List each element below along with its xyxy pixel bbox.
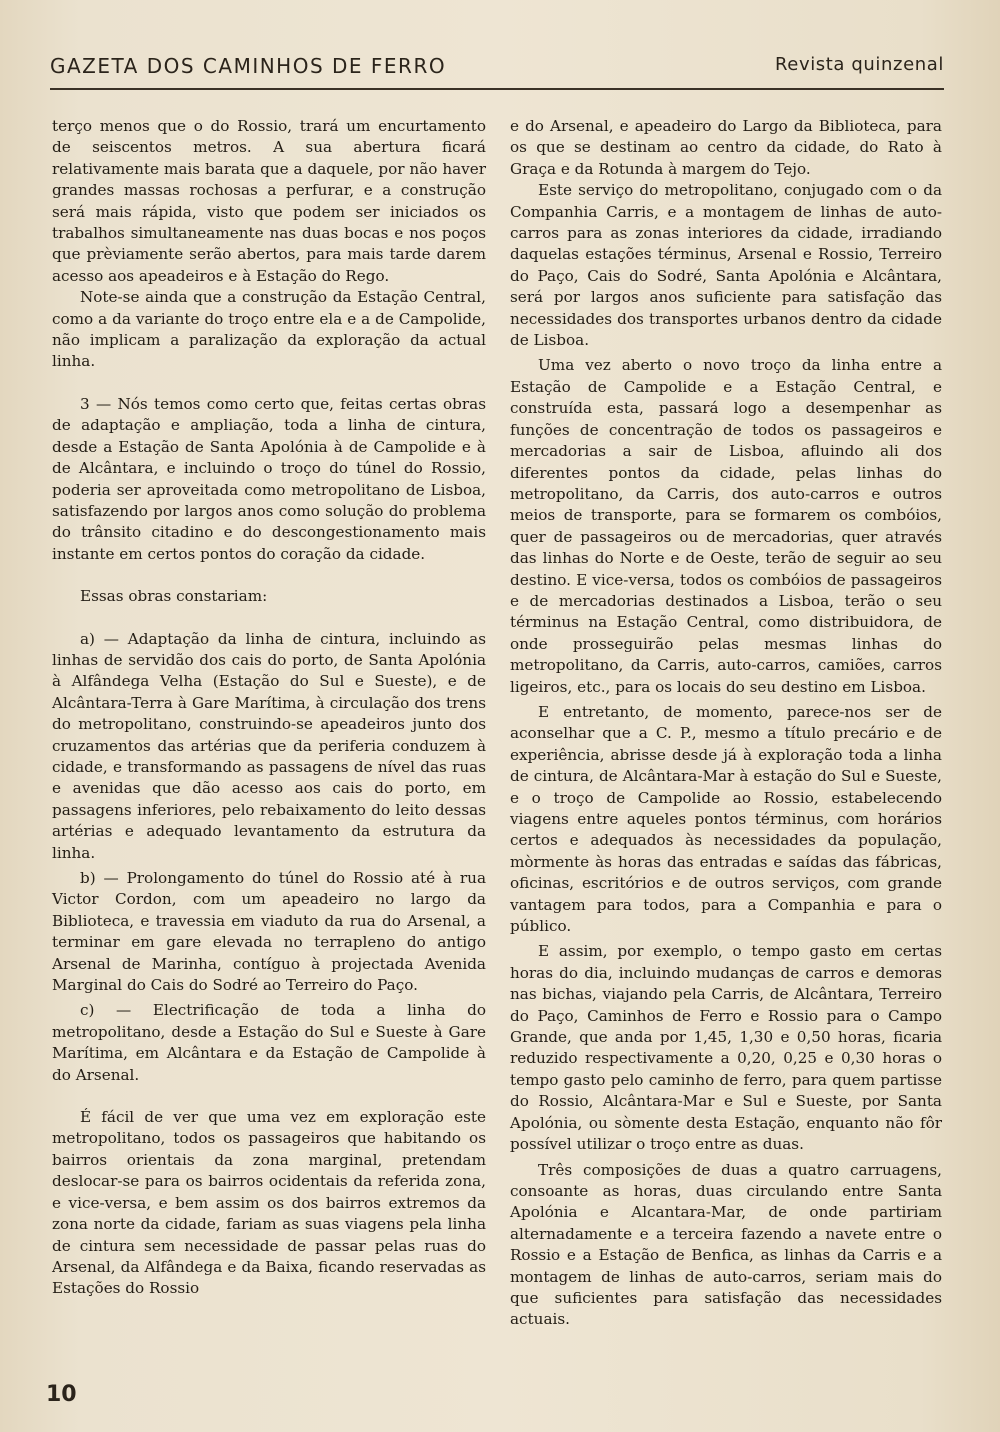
- paragraph: Note-se ainda que a construção da Estação Central, como a da variante do troço entre ela e a de Campolide, não implicam a paralização da exploração da actual linha.: [52, 288, 486, 371]
- paragraph: E entretanto, de momento, parece-nos ser de aconselhar que a C. P., mesmo a título precário e de experiência, abrisse desde já à exploração toda a linha de cintura, de Alcântara-Mar à estação do Sul e Sueste, e o troço de Campolide ao Rossio, estabelecendo viagens entre aqueles pontos términus, com horários certos e adequados às necessidades da população, mòrmente às horas das entradas e saídas das fábricas, oficinas, escritórios e de outros serviços, com grande vantagem para todos, para a Companhia e para o público.: [510, 702, 942, 936]
- left-column: [52, 116, 486, 1300]
- list-item: a) — Adaptação da linha de cintura, incluindo as linhas de servidão dos cais do porto, de Santa Apolónia à Alfândega Velha (Estação do Sul e Sueste), e de Alcântara-Terra à Gare Marítima, à circulação dos trens do metropolitano, construindo-se apeadeiros junto dos cruzamentos das artérias que da periferia conduzem à cidade, e transformando as passagens de nível das ruas e avenidas que dão acesso aos cais do porto, em passagens inferiores, pelo rebaixamento do leito dessas artérias e adequado levantamento da estrutura da linha.: [52, 629, 486, 862]
- list-item: b) — Prolongamento do túnel do Rossio até à rua Victor Cordon, com um apeadeiro no largo da Biblioteca, e travessia em viaduto da rua do Arsenal, a terminar em gare elevada no terrapleno do antigo Arsenal de Marinha, contíguo à projectada Avenida Marginal do Cais do Sodré ao Terreiro do Paço.: [52, 869, 486, 995]
- paragraph: Uma vez aberto o novo troço da linha entre a Estação de Campolide e a Estação Central, e construída esta, passará logo a desempenhar as funções de concentração de todos os passageiros e mercadorias a sair de Lisboa, afluindo ali dos diferentes pontos da cidade, pelas linhas do metropolitano, da Carris, dos auto-carros e outros meios de transporte, para se formarem os combóios, quer de passageiros ou de mercadorias, quer através das linhas do Norte e de Oeste, terão de seguir ao seu destino. E vice-versa, todos os combóios de passageiros e de mercadorias destinados a Lisboa, terão o seu términus na Estação Central, como distribuidora, de onde prosseguirão pelas mesmas linhas do metropolitano, da Carris, auto-carros, camiões, carros ligeiros, etc., para os locais do seu destino em Lisboa.: [510, 356, 942, 696]
- paragraph: terço menos que o do Rossio, trará um encurtamento de seiscentos metros. A sua abertura ficará relativamente mais barata que a daquele, por não haver grandes massas rochosas a perfurar, e a construção será mais rápida, visto que podem ser iniciados os trabalhos simultaneamente nas duas bocas e nos poços que prèviamente serão abertos, para mais tarde darem acesso aos apeadeiros e à Estação do Rego.: [52, 117, 486, 285]
- paragraph: E assim, por exemplo, o tempo gasto em certas horas do dia, incluindo mudanças de carros e demoras nas bichas, viajando pela Carris, de Alcântara, Terreiro do Paço, Caminhos de Ferro e Rossio para o Campo Grande, que anda por 1,45, 1,30 e 0,50 horas, ficaria reduzido respectivamente a 0,20, 0,25 e 0,30 horas o tempo gasto pelo caminho de ferro, para quem partisse do Rossio, Alcântara-Mar e Sul e Sueste, por Santa Apolónia, ou sòmente desta Estação, enquanto não fôr possível utilizar o troço entre as duas.: [510, 942, 942, 1154]
- paragraph: Este serviço do metropolitano, conjugado com o da Companhia Carris, e a montagem de linhas de auto-carros para as zonas interiores da cidade, irradiando daquelas estações términus, Arsenal e Rossio, Terreiro do Paço, Cais do Sodré, Santa Apolónia e Alcântara, será por largos anos suficiente para satisfação das necessidades dos transportes urbanos dentro da cidade de Lisboa.: [510, 181, 942, 350]
- paragraph: Três composições de duas a quatro carruagens, consoante as horas, duas circulando entre Santa Apolónia e Alcantara-Mar, de onde partiriam alternadamente e a terceira fazendo a navete entre o Rossio e a Estação de Benfica, as linhas da Carris e a montagem de linhas de auto-carros, seriam mais do que suficientes para satisfação das necessidades actuais.: [510, 1160, 942, 1329]
- right-column: [510, 116, 942, 1331]
- journal-subtitle: Revista quinzenal: [774, 54, 944, 75]
- page-header: [50, 48, 944, 90]
- page-number: 10: [46, 1382, 77, 1407]
- paragraph: É fácil de ver que uma vez em exploração este metropolitano, todos os passageiros que habitando os bairros orientais da zona marginal, pretendam deslocar-se para os bairros ocidentais da referida zona, e vice-versa, e bem assim os dos bairros extremos da zona norte da cidade, fariam as suas viagens pela linha de cintura sem necessidade de passar pelas ruas do Arsenal, da Alfândega e da Baixa, ficando reservadas as Estações do Rossio: [52, 1108, 486, 1298]
- paragraph: Essas obras constariam:: [80, 587, 268, 606]
- paragraph: 3 — Nós temos como certo que, feitas certas obras de adaptação e ampliação, toda a linha de cintura, desde a Estação de Santa Apolónia à de Campolide e à de Alcântara, e incluindo o troço do túnel do Rossio, poderia ser aproveitada como metropolitano de Lisboa, satisfazendo por largos anos como solução do problema do trânsito citadino e do descongestionamento mais instante em certos pontos do coração da cidade.: [52, 394, 486, 563]
- list-item: c) — Electrificação de toda a linha do metropolitano, desde a Estação do Sul e Sueste à Gare Marítima, em Alcântara e da Estação de Campolide à do Arsenal.: [52, 1001, 486, 1084]
- journal-title: GAZETA DOS CAMINHOS DE FERRO: [50, 54, 447, 78]
- paragraph: e do Arsenal, e apeadeiro do Largo da Biblioteca, para os que se destinam ao centro da cidade, do Rato à Graça e da Rotunda à margem do Tejo.: [510, 117, 942, 178]
